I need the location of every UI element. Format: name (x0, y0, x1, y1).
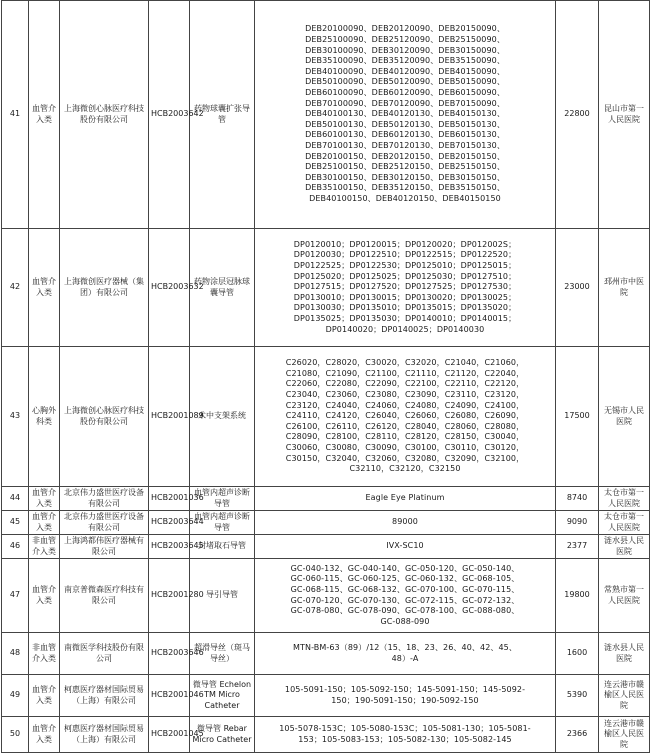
company-cell: 上海微创医疗器械（集团）有限公司 (60, 229, 149, 347)
table-body (2, 1, 650, 753)
table-row (2, 347, 650, 487)
model-line: DEB30100150、DEB30120150、DEB30150150、 (305, 172, 505, 182)
price-cell: 9090 (556, 511, 599, 535)
company-cell: 南京普微森医疗科技有限公司 (60, 559, 149, 633)
category-cell: 心胸外科类 (29, 347, 60, 487)
model-line: DEB70100090、DEB70120090、DEB70150090、 (305, 98, 505, 108)
model-line: GC-088-090 (380, 616, 430, 626)
table-row (2, 511, 650, 535)
price-cell: 19800 (556, 559, 599, 633)
model-line: GC-060-115、GC-060-125、GC-060-132、GC-068-105、 (290, 574, 520, 584)
model-line: DP0135025；DP0135030；DP0140010；DP0140015； (293, 313, 517, 323)
model-line: DEB35100150、DEB35120150、DEB35150150、 (305, 183, 505, 193)
model-line: C24110，C24120，C26040，C26060，C26080，C26090， (285, 411, 525, 421)
company-cell: 上海鸿都伟医疗器械有限公司 (60, 535, 149, 559)
category-cell: 血管介入类 (29, 229, 60, 347)
hospital-cell: 连云港市赣榆区人民医院 (599, 717, 650, 753)
model-line: GC-068-115、GC-068-132、GC-070-100、GC-070-115、 (290, 584, 520, 594)
model-line: DP0140020；DP0140025；DP0140030 (325, 324, 485, 334)
company-cell: 北京伟力盛世医疗设备有限公司 (60, 511, 149, 535)
product-table (1, 0, 650, 753)
model-line: C32110，C32120，C32150 (349, 464, 461, 474)
row-number: 48 (2, 633, 29, 675)
model-line: DEB25100090、DEB25120090、DEB25150090、 (305, 35, 505, 45)
model-line: DEB25100150、DEB25120150、DEB25150150、 (305, 162, 505, 172)
table-row (2, 717, 650, 753)
registration-code-cell: HCB2001045 (149, 717, 190, 753)
model-line: DEB35100090、DEB35120090、DEB35150090、 (305, 56, 505, 66)
category-cell: 血管介入类 (29, 1, 60, 229)
model-line: C30150，C32040，C32060，C32080，C32090，C32100， (285, 453, 525, 463)
model-line: 105-5078-153C；105-5080-153C；105-5081-130；105-5081- (279, 723, 531, 733)
model-spec-cell (255, 559, 556, 633)
category-cell: 血管介入类 (29, 511, 60, 535)
model-line: GC-078-080、GC-078-090、GC-078-100、GC-088-080、 (290, 606, 520, 616)
row-number: 47 (2, 559, 29, 633)
model-line: DEB50100090、DEB50120090、DEB50150090、 (305, 77, 505, 87)
price-cell: 17500 (556, 347, 599, 487)
product-name-cell: 血管内超声诊断导管 (190, 487, 255, 511)
model-spec-cell (255, 675, 556, 717)
category-cell: 血管介入类 (29, 559, 60, 633)
model-spec-cell (255, 535, 556, 559)
model-line: GC-040-132、GC-040-140、GC-050-120、GC-050-140、 (290, 563, 520, 573)
category-cell: 非血管介入类 (29, 633, 60, 675)
hospital-cell: 涟水县人民医院 (599, 633, 650, 675)
registration-code-cell: HCB2001046 (149, 675, 190, 717)
category-cell: 血管介入类 (29, 487, 60, 511)
model-line: DEB60100130、DEB60120130、DEB60150130、 (305, 130, 505, 140)
hospital-cell: 涟水县人民医院 (599, 535, 650, 559)
table-row (2, 633, 650, 675)
table-row (2, 1, 650, 229)
registration-code-cell: HCB2003645 (149, 535, 190, 559)
price-cell: 8740 (556, 487, 599, 511)
model-line: 89000 (392, 517, 418, 527)
model-line: DEB40100090、DEB40120090、DEB40150090、 (305, 66, 505, 76)
company-cell: 柯惠医疗器材国际贸易（上海）有限公司 (60, 717, 149, 753)
model-spec-cell (255, 1, 556, 229)
row-number: 41 (2, 1, 29, 229)
model-line: DEB70100130、DEB70120130、DEB70150130、 (305, 140, 505, 150)
product-name-cell: 超滑导丝（斑马导丝） (190, 633, 255, 675)
model-line: GC-070-120、GC-070-130、GC-072-115、GC-072-132、 (290, 595, 520, 605)
registration-code-cell: HCB2003644 (149, 511, 190, 535)
hospital-cell: 连云港市赣榆区人民医院 (599, 675, 650, 717)
registration-code-cell: HCB2001280 (149, 559, 190, 633)
row-number: 45 (2, 511, 29, 535)
registration-code-cell: HCB2003646 (149, 633, 190, 675)
company-cell: 南微医学科技股份有限公司 (60, 633, 149, 675)
price-cell: 22800 (556, 1, 599, 229)
model-line: C23040，C23060，C23080，C23090，C23110，C23120， (285, 390, 525, 400)
model-line: DP0122525；DP0122530；DP0125010；DP0125015； (293, 261, 517, 271)
model-line: DEB20100150、DEB20120150、DEB20150150、 (305, 151, 505, 161)
price-cell: 2377 (556, 535, 599, 559)
model-line: DP0127515；DP0127520；DP0127525；DP0127530； (293, 282, 517, 292)
model-line: C26020，C28020，C30020，C32020，C21040，C21060， (285, 358, 525, 368)
model-line: 105-5091-150；105-5092-150；145-5091-150；145-5092- (284, 684, 526, 694)
hospital-cell: 常熟市第一人民医院 (599, 559, 650, 633)
hospital-cell: 太仓市第一人民医院 (599, 487, 650, 511)
row-number: 50 (2, 717, 29, 753)
model-line: DP0120010；DP0120015；DP0120020；DP012002S； (293, 239, 517, 249)
table-row (2, 229, 650, 347)
product-name-cell: 封堵取石导管 (190, 535, 255, 559)
product-name-cell: 微导管 Echelon TM Micro Catheter (190, 675, 255, 717)
model-line: C30060，C30080，C30090，C30100，C30110，C30120， (285, 442, 525, 452)
model-line: C26100，C26110，C26120，C28040，C28060，C28080， (285, 421, 525, 431)
price-cell: 5390 (556, 675, 599, 717)
model-spec-cell (255, 347, 556, 487)
model-line: DP0130030；DP0135010；DP0135015；DP0135020； (293, 303, 517, 313)
row-number: 46 (2, 535, 29, 559)
model-line: DEB30100090、DEB30120090、DEB30150090、 (305, 45, 505, 55)
product-name-cell: 药物涂层冠脉球囊导管 (190, 229, 255, 347)
product-name-cell: 导引导管 (190, 559, 255, 633)
product-name-cell: 术中支架系统 (190, 347, 255, 487)
model-line: 48）-A (391, 653, 419, 663)
model-spec-cell (255, 487, 556, 511)
hospital-cell: 无锡市人民医院 (599, 347, 650, 487)
table-row (2, 559, 650, 633)
row-number: 49 (2, 675, 29, 717)
price-cell: 2366 (556, 717, 599, 753)
model-spec-cell (255, 229, 556, 347)
model-line: DEB40100150、DEB40120150、DEB40150150 (309, 193, 501, 203)
model-spec-cell (255, 633, 556, 675)
model-line: C28090，C28100，C28110，C28120，C28150，C30040， (285, 432, 525, 442)
registration-code-cell: HCB2003632 (149, 229, 190, 347)
model-line: MTN-BM-63（89）/12（15、18、23、26、40、42、45、 (293, 642, 517, 652)
registration-code-cell: HCB2003642 (149, 1, 190, 229)
row-number: 43 (2, 347, 29, 487)
hospital-cell: 太仓市第一人民医院 (599, 511, 650, 535)
price-cell: 23000 (556, 229, 599, 347)
model-line: DEB50100130、DEB50120130、DEB50150130、 (305, 119, 505, 129)
company-cell: 上海微创心脉医疗科技股份有限公司 (60, 347, 149, 487)
model-line: DEB60100090、DEB60120090、DEB60150090、 (305, 88, 505, 98)
model-line: DEB40100130、DEB40120130、DEB40150130、 (305, 109, 505, 119)
registration-code-cell: HCB2001036 (149, 487, 190, 511)
hospital-cell: 邳州市中医院 (599, 229, 650, 347)
table-row (2, 487, 650, 511)
model-line: C23120，C24040，C24060，C24080，C24090，C24100， (285, 400, 525, 410)
model-line: Eagle Eye Platinum (365, 493, 445, 503)
row-number: 42 (2, 229, 29, 347)
company-cell: 上海微创心脉医疗科技股份有限公司 (60, 1, 149, 229)
product-name-cell: 药物球囊扩张导管 (190, 1, 255, 229)
model-line: DP0120030；DP0122510；DP0122515；DP0122520； (293, 250, 517, 260)
model-line: DEB20100090、DEB20120090、DEB20150090、 (305, 24, 505, 34)
hospital-cell: 昆山市第一人民医院 (599, 1, 650, 229)
table-row (2, 535, 650, 559)
model-line: IVX-SC10 (386, 541, 424, 551)
model-spec-cell (255, 717, 556, 753)
model-line: C21080，C21090，C21100，C21110，C21120，C22040， (285, 368, 525, 378)
model-line: DP0125020；DP0125025；DP0125030；DP0127510； (293, 271, 517, 281)
model-spec-cell (255, 511, 556, 535)
product-name-cell: 微导管 Rebar Micro Catheter (190, 717, 255, 753)
model-line: DP0130010；DP0130015；DP0130020；DP0130025； (293, 292, 517, 302)
company-cell: 北京伟力盛世医疗设备有限公司 (60, 487, 149, 511)
category-cell: 血管介入类 (29, 675, 60, 717)
category-cell: 非血管介入类 (29, 535, 60, 559)
model-line: C22060，C22080，C22090，C22100，C22110，C22120， (285, 379, 525, 389)
product-name-cell: 血管内超声诊断导管 (190, 511, 255, 535)
row-number: 44 (2, 487, 29, 511)
price-cell: 1600 (556, 633, 599, 675)
table-row (2, 675, 650, 717)
company-cell: 柯惠医疗器材国际贸易（上海）有限公司 (60, 675, 149, 717)
model-line: 153；105-5083-153；105-5082-130；105-5082-145 (298, 734, 512, 744)
model-line: 150；190-5091-150；190-5092-150 (331, 695, 479, 705)
category-cell: 血管介入类 (29, 717, 60, 753)
registration-code-cell: HCB2001089 (149, 347, 190, 487)
